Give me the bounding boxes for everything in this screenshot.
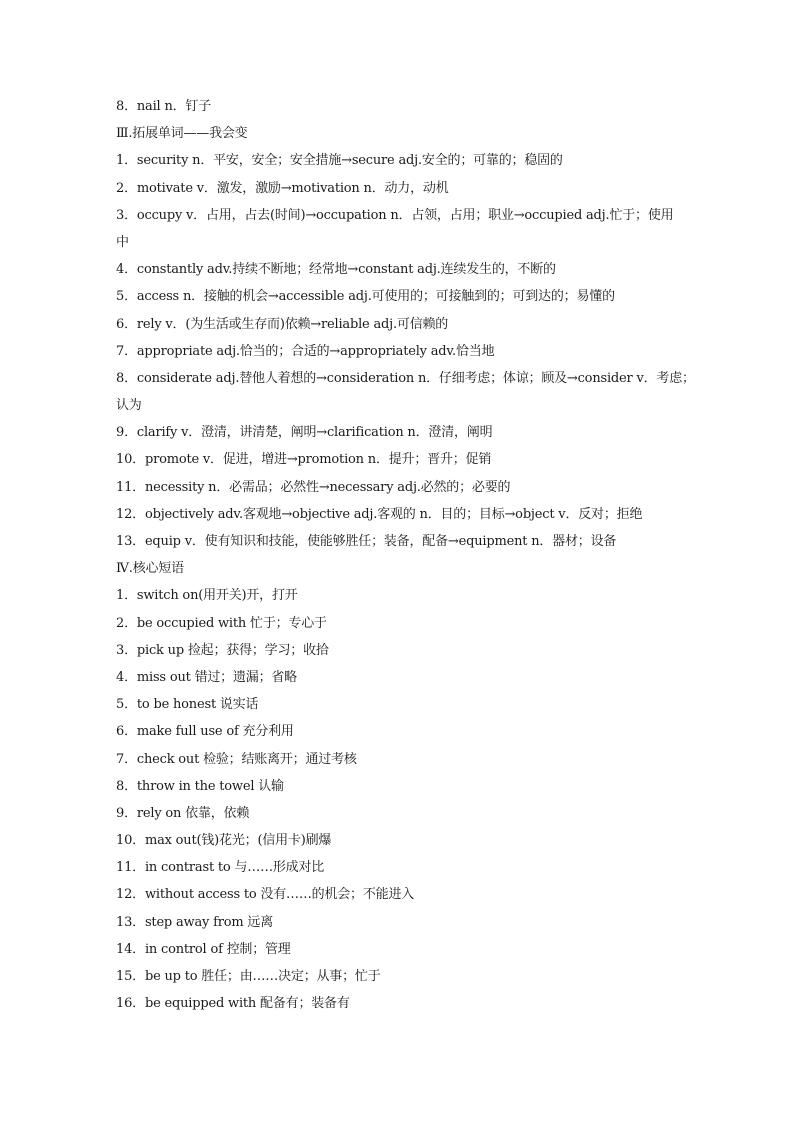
phrase-item: 6．make full use of 充分利用 (116, 724, 294, 740)
phrase-item: 3．pick up 捡起；获得；学习；收拾 (116, 642, 329, 658)
phrase-item: 10．max out(钱)花光；(信用卡)刷爆 (116, 833, 332, 849)
word-form-constantly: 4．constantly adv.持续不断地；经常地→constant adj.连续发生的，不断的 (116, 262, 556, 278)
phrase-item: 12．without access to 没有……的机会；不能进入 (116, 887, 415, 903)
phrase-item: 11．in contrast to 与……形成对比 (116, 860, 325, 876)
word-form-equip: 13．equip v．使有知识和技能，使能够胜任；装备，配备→equipment n．器材；设备 (116, 534, 617, 549)
section-heading-word-forms: Ⅲ.拓展单词——我会变 (116, 126, 248, 142)
phrase-item: 15．be up to 胜任；由……决定；从事；忙于 (116, 969, 381, 984)
word-form-occupy-continued: 中 (116, 234, 129, 250)
word-form-objectively: 12．objectively adv.客观地→objective adj.客观的 n．目的；目标→object v．反对；拒绝 (116, 506, 643, 522)
word-form-clarify: 9．clarify v．澄清，讲清楚，阐明→clarification n．澄清，阐明 (116, 425, 493, 441)
phrase-item: 9．rely on 依靠，依赖 (116, 805, 250, 821)
word-form-considerate: 8．considerate adj.替他人着想的→consideration n．仔细考虑；体谅；顾及→consider v．考虑； (116, 370, 695, 386)
phrase-item: 5．to be honest 说实话 (116, 697, 259, 713)
word-form-promote: 10．promote v．促进，增进→promotion n．提升；晋升；促销 (116, 452, 492, 468)
word-form-security: 1．security n．平安，安全；安全措施→secure adj.安全的；可靠的；稳固的 (116, 153, 563, 169)
word-form-access: 5．access n．接触的机会→accessible adj.可使用的；可接触到的；可到达的；易懂的 (116, 289, 615, 305)
word-form-considerate-continued: 认为 (116, 398, 142, 414)
phrase-item: 4．miss out 错过；遗漏；省略 (116, 669, 297, 685)
phrase-item: 16．be equipped with 配备有；装备有 (116, 996, 350, 1012)
word-form-occupy: 3．occupy v．占用，占去(时间)→occupation n．占领，占用；职业→occupied adj.忙于；使用 (116, 207, 674, 223)
section-heading-core-phrases: Ⅳ.核心短语 (116, 561, 184, 577)
word-form-appropriate: 7．appropriate adj.恰当的；合适的→appropriately adv.恰当地 (116, 343, 495, 359)
vocab-item-nail: 8．nail n．钉子 (116, 99, 212, 114)
phrase-item: 8．throw in the towel 认输 (116, 778, 284, 794)
document-page (116, 93, 695, 1017)
word-form-necessity: 11．necessity n．必需品；必然性→necessary adj.必然的；必要的 (116, 479, 511, 495)
word-form-rely: 6．rely v．(为生活或生存而)依赖→reliable adj.可信赖的 (116, 316, 449, 332)
phrase-item: 1．switch on(用开关)开，打开 (116, 588, 298, 604)
phrase-item: 14．in control of 控制；管理 (116, 941, 291, 957)
phrase-item: 2．be occupied with 忙于；专心于 (116, 615, 327, 631)
phrase-item: 7．check out 检验；结账离开；通过考核 (116, 751, 357, 767)
phrase-item: 13．step away from 远离 (116, 914, 274, 930)
word-form-motivate: 2．motivate v．激发，激励→motivation n．动力，动机 (116, 180, 449, 196)
